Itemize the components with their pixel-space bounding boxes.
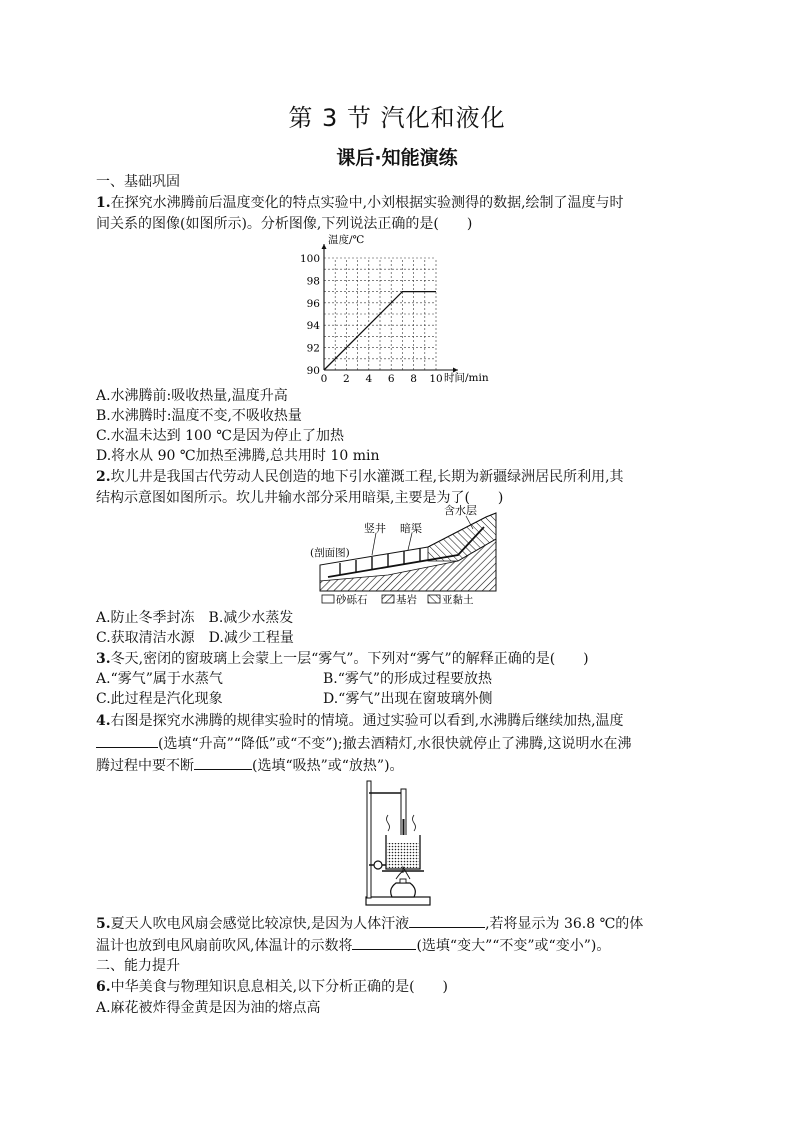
q1-option-a: A.水沸腾前:吸收热量,温度升高 [96, 388, 288, 404]
q5-blank-1[interactable] [409, 913, 485, 928]
q4-text-3a: 腾过程中要不断 [96, 758, 194, 774]
chart-x-tick-label: 2 [343, 373, 350, 384]
q2-line2: 结构示意图如图所示。坎儿井输水部分采用暗渠,主要是为了( ) [96, 490, 504, 506]
chart-x-tick-label: 0 [320, 373, 328, 384]
q1-line1 [96, 193, 624, 213]
q1-line2: 间关系的图像(如图所示)。分析图像,下列说法正确的是( ) [96, 216, 473, 232]
q4-text-3b: (选填“吸热”或“放热”)。 [252, 758, 404, 774]
karez-label-shaft: 竖井 [364, 522, 386, 535]
q1-text-1: 在探究水沸腾前后温度变化的特点实验中,小刘根据实验测得的数据,绘制了温度与时 [110, 195, 624, 211]
q4-text-2: (选填“升高”“降低”或“不变”);撤去酒精灯,水很快就停止了沸腾,这说明水在沸 [158, 736, 632, 752]
legend-clay: 亚黏土 [442, 594, 474, 606]
chart-x-tick-label: 6 [387, 373, 395, 384]
q4-blank-1[interactable] [96, 733, 158, 748]
q4-number: 4. [96, 713, 111, 729]
karez-label-aquifer: 含水层 [444, 504, 477, 517]
q1-option-c: C.水温未达到 100 ℃是因为停止了加热 [96, 428, 344, 444]
q3-option-b: B.“雾气”的形成过程要放热 [323, 671, 493, 687]
q6-line1 [96, 977, 448, 997]
chart-ticks [300, 253, 443, 384]
karez-diagram [308, 503, 500, 607]
q2-number: 2. [96, 469, 111, 485]
q2-text-1: 坎儿井是我国古代劳动人民创造的地下引水灌溉工程,长期为新疆绿洲居民所利用,其 [110, 469, 624, 485]
q5-blank-2[interactable] [352, 935, 416, 950]
q5-text-1b: ,若将显示为 36.8 ℃的体 [485, 916, 644, 932]
q3-option-c: C.此过程是汽化现象 [96, 691, 223, 707]
section-advanced: 二、能力提升 [96, 958, 180, 974]
chart-y-tick-label: 100 [299, 253, 320, 265]
q5-line1 [96, 913, 643, 934]
chart-x-tick-label: 4 [365, 373, 373, 384]
q4-line1 [96, 711, 624, 731]
q3-number: 3. [96, 651, 111, 667]
q5-text-2a: 温计也放到电风扇前吹风,体温计的示数将 [96, 938, 353, 954]
q5-number: 5. [96, 916, 111, 932]
chart-y-tick-label: 92 [306, 342, 320, 355]
chart-x-tick-label: 8 [410, 373, 417, 384]
q2-options-cd: C.获取清洁水源 D.减少工程量 [96, 630, 294, 646]
q2-line1 [96, 467, 624, 487]
q4-text-1: 右图是探究水沸腾的规律实验时的情境。通过实验可以看到,水沸腾后继续加热,温度 [110, 713, 624, 729]
q4-line3 [96, 755, 404, 776]
legend-gravel: 砂砾石 [336, 594, 368, 606]
q6-number: 6. [96, 979, 111, 995]
q1-option-b: B.水沸腾时:温度不变,不吸收热量 [96, 408, 302, 424]
q3-option-a: A.“雾气”属于水蒸气 [96, 671, 223, 687]
chart-y-tick-label: 94 [306, 320, 320, 333]
section-basic: 一、基础巩固 [96, 174, 180, 190]
page-title: 第 3 节 汽化和液化 [288, 104, 506, 132]
chart-axes [322, 244, 459, 373]
karez-label-channel: 暗渠 [400, 522, 422, 535]
boiling-apparatus-figure [352, 779, 442, 909]
chart-series-line [324, 292, 436, 370]
legend-bedrock: 基岩 [396, 594, 417, 606]
q1-option-d: D.将水从 90 ℃加热至沸腾,总共用时 10 min [96, 448, 380, 464]
chart-x-tick-label: 10 [429, 373, 443, 384]
chart-y-axis-label: 温度/℃ [328, 234, 365, 246]
q3-line1 [96, 649, 589, 669]
chart-y-tick-label: 98 [306, 275, 320, 288]
page-subtitle: 课后·知能演练 [336, 147, 458, 169]
chart-y-tick-label: 90 [306, 365, 320, 377]
chart-y-tick-label: 96 [306, 297, 320, 310]
q4-line2 [96, 733, 631, 754]
chart-x-axis-label: 时间/min [444, 372, 489, 384]
q4-blank-2[interactable] [194, 755, 252, 770]
q3-text-1: 冬天,密闭的窗玻璃上会蒙上一层“雾气”。下列对“雾气”的解释正确的是( ) [110, 651, 589, 667]
q6-option-a: A.麻花被炸得金黄是因为油的熔点高 [96, 1000, 321, 1016]
q1-number: 1. [96, 195, 111, 211]
q2-options-ab: A.防止冬季封冻 B.减少水蒸发 [96, 610, 294, 626]
q5-text-2b: (选填“变大”“不变”或“变小”)。 [416, 938, 611, 954]
q5-text-1a: 夏天人吹电风扇会感觉比较凉快,是因为人体汗液 [110, 916, 410, 932]
q6-text-1: 中华美食与物理知识息息相关,以下分析正确的是( ) [110, 979, 448, 995]
q3-option-d: D.“雾气”出现在窗玻璃外侧 [323, 691, 493, 707]
chart-y-axis-arrow [322, 244, 327, 249]
temperature-time-chart [298, 232, 498, 384]
q5-line2 [96, 935, 610, 956]
karez-label-section: (剖面图) [310, 547, 350, 559]
